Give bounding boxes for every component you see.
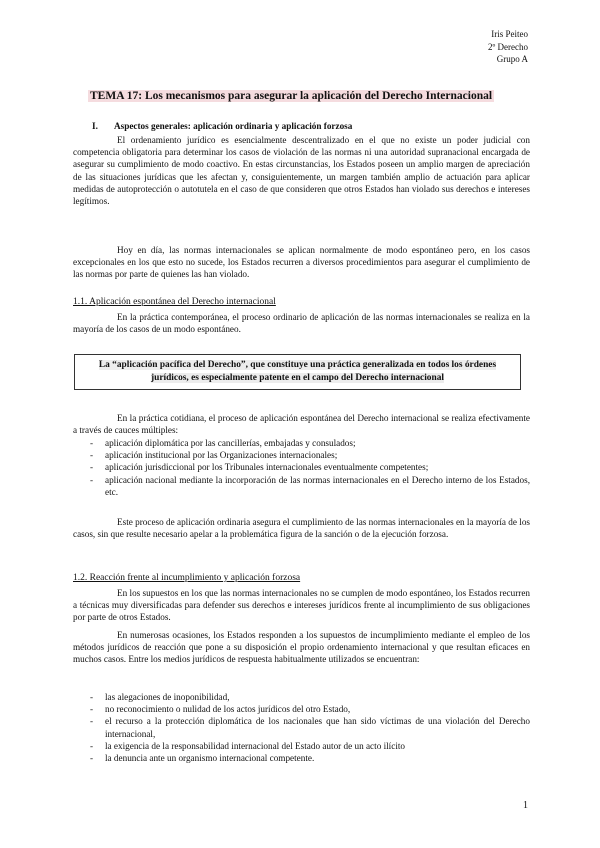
section1-paragraph-1: El ordenamiento jurídico es esencialmente descentralizado en el que no existe un poder judicial con competencia obligatoria para determinar los casos de violación de las normas ni una autoridad supranacional encargada de asegurar su cumplimiento de modo coactivo. En estas circunstancias, los Estados poseen un amplio margen de apreciación de las situaciones jurídicas que les afectan y, consiguientemente, un margen también amplio de actuación para aplicar medidas de autoprotección o autotutela en el caso de que consideren que otros Estados han violado sus derechos e intereses legítimos.	[73, 135, 530, 207]
subsection-1-1-paragraph-3: Este proceso de aplicación ordinaria asegura el cumplimiento de las normas internacionales en la mayoría de los casos, sin que resulte necesario apelar a la problemática figura de la sanción o de la ejecución forzosa.	[73, 517, 530, 540]
highlight-quote-box	[74, 354, 521, 390]
list-item: - aplicación jurisdiccional por los Tribunales internacionales eventualmente competentes;	[90, 462, 429, 473]
list-item: - aplicación institucional por las Organizaciones internacionales;	[90, 450, 338, 461]
course-label: 2º Derecho	[487, 41, 528, 52]
list-item: - aplicación nacional mediante la incorporación de las normas internacionales en el Derecho interno de los Estados, etc.	[90, 474, 530, 497]
list-item: - aplicación diplomática por las cancillerías, embajadas y consulados;	[90, 438, 356, 448]
highlight-quote-text: La “aplicación pacífica del Derecho”, que constituye una práctica generalizada en todos los órdenes jurídicos, es especialmente patente en el campo del Derecho internacional	[98, 360, 497, 383]
subsection-1-2-paragraph: En los supuestos en los que las normas internacionales no se cumplen de modo espontáneo, los Estados recurren a técnicas muy diversificadas para defender sus derechos e intereses jurídicos frente al incumplimiento de sus obligaciones por parte de otros Estados.	[73, 588, 530, 623]
section-number: I.	[92, 121, 98, 131]
author-header	[488, 28, 528, 66]
list-item: - no reconocimiento o nulidad de los actos jurídicos del otro Estado,	[90, 704, 351, 715]
list-item: - la exigencia de la responsabilidad internacional del Estado autor de un acto ilícito	[90, 740, 406, 751]
list-item: - el recurso a la protección diplomática de los nacionales que han sido víctimas de una violación del Derecho internacional,	[90, 716, 530, 739]
section-heading	[92, 121, 352, 131]
application-channels-list	[73, 437, 530, 498]
page-title: TEMA 17: Los mecanismos para asegurar la aplicación del Derecho Internacional	[90, 90, 493, 102]
list-item: - las alegaciones de inoponibilidad,	[90, 692, 230, 702]
section-heading-text: Aspectos generales: aplicación ordinaria y aplicación forzosa	[114, 121, 353, 131]
subsection-heading-1-1: 1.1. Aplicación espontánea del Derecho internacional	[73, 297, 276, 307]
subsection-1-2-paragraph-2: En numerosas ocasiones, los Estados responden a los supuestos de incumplimiento mediante el empleo de los métodos jurídicos de reacción que pone a su disposición el propio ordenamiento internacional y que resultan eficaces en muchos casos. Entre los medios jurídicos de respuesta habitualmente utilizados se encuentran:	[73, 630, 530, 665]
group-label: Grupo A	[496, 54, 528, 64]
legal-responses-list	[73, 691, 530, 764]
page-number: 1	[523, 800, 528, 811]
list-item: - la denuncia ante un organismo internacional competente.	[90, 753, 315, 764]
section1-paragraph-2: Hoy en día, las normas internacionales se aplican normalmente de modo espontáneo pero, en los casos excepcionales en los que esto no sucede, los Estados recurren a diversos procedimientos para asegurar el cumplimiento de las normas por parte de quienes las han violado.	[73, 245, 530, 280]
subsection-heading-1-2: 1.2. Reacción frente al incumplimiento y aplicación forzosa	[73, 573, 301, 583]
subsection-1-1-paragraph: En la práctica contemporánea, el proceso ordinario de aplicación de las normas internacionales se realiza en la mayoría de los casos de un modo espontáneo.	[73, 312, 530, 335]
subsection-1-1-paragraph-2: En la práctica cotidiana, el proceso de aplicación espontánea del Derecho internacional se realiza efectivamente a través de cauces múltiples:	[73, 413, 530, 436]
author-name: Iris Peiteo	[491, 29, 528, 39]
